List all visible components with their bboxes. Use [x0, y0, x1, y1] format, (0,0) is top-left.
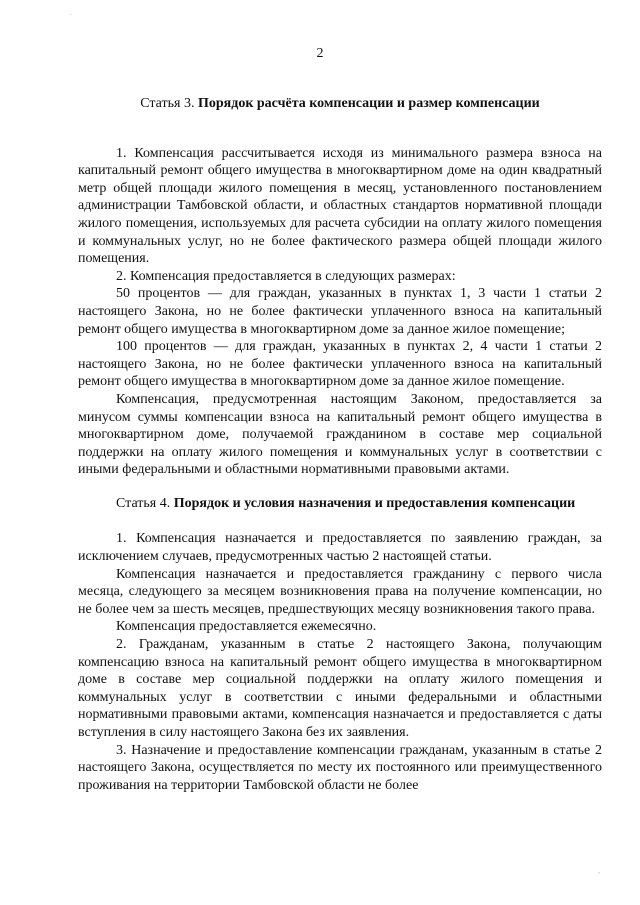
article-3-paragraph: 2. Компенсация предоставляется в следующих размерах:	[116, 268, 456, 284]
article-4-label: Статья 4.	[116, 495, 171, 511]
scan-mark: .	[70, 8, 72, 17]
document-body	[78, 95, 602, 794]
article-3-paragraph: 100 процентов — для граждан, указанных в пунктах 2, 4 части 1 статьи 2 настоящего Закона, но не более фактически уплаченного взноса на капитальный ремонт общего имущества в многоквартирном доме за данное жилое помещение.	[78, 339, 602, 390]
article-4-paragraph: Компенсация предоставляется ежемесячно.	[116, 619, 377, 635]
article-4-paragraph: 1. Компенсация назначается и предоставляется по заявлению граждан, за исключением случаев, предусмотренных частью 2 настоящей статьи.	[78, 531, 602, 565]
article-3-paragraph: 1. Компенсация рассчитывается исходя из минимального размера взноса на капитальный ремонт общего имущества в многоквартирном доме на один квадратный метр общей площади жилого помещения в месяц, установленного постановлением администрации Тамбовской области, и областных стандартов нормативной площади жилого помещения, используемых для расчета субсидии на оплату жилого помещения и коммунальных услуг, но не более фактического размера общей площади жилого помещения.	[78, 145, 602, 267]
article-4-title: Порядок и условия назначения и предоставления компенсации	[173, 495, 576, 511]
article-3-label: Статья 3.	[140, 96, 195, 111]
article-4-paragraph: 2. Гражданам, указанным в статье 2 настоящего Закона, получающим компенсацию взноса на капитальный ремонт общего имущества в многоквартирном доме в составе мер социальной поддержки на оплату жилого помещения и коммунальных услуг в соответствии с иными федеральными и областными нормативными правовыми актами, компенсация назначается и предоставляется с даты вступления в силу настоящего Закона без их заявления.	[78, 637, 602, 740]
article-3-paragraph: Компенсация, предусмотренная настоящим Законом, предоставляется за минусом суммы компенсации взноса на капитальный ремонт общего имущества в многоквартирном доме, получаемой гражданином в составе мер социальной поддержки на оплату жилого помещения и коммунальных услуг в соответствии с иными федеральными и областными нормативными правовыми актами.	[78, 391, 602, 478]
article-4-paragraph: 3. Назначение и предоставление компенсации гражданам, указанным в статье 2 настоящего Закона, осуществляется по месту их постоянного или преимущественного проживания на территории Тамбовской области не более	[78, 742, 602, 793]
article-4-heading	[78, 495, 602, 513]
article-3-title: Порядок расчёта компенсации и размер компенсации	[197, 96, 540, 111]
article-3-paragraph: 50 процентов — для граждан, указанных в пунктах 1, 3 части 1 статьи 2 настоящего Закона, но не более фактически уплаченного взноса на капитальный ремонт общего имущества в многоквартирном доме за данное жилое помещение;	[78, 286, 602, 337]
article-4-paragraph: Компенсация назначается и предоставляется гражданину с первого числа месяца, следующего за месяцем возникновения права на получение компенсации, но не более чем за шесть месяцев, предшествующих месяцу возникновения такого права.	[78, 566, 602, 617]
article-3-heading	[78, 95, 602, 113]
scan-mark: ,	[598, 866, 600, 875]
page-number: 2	[316, 46, 324, 61]
